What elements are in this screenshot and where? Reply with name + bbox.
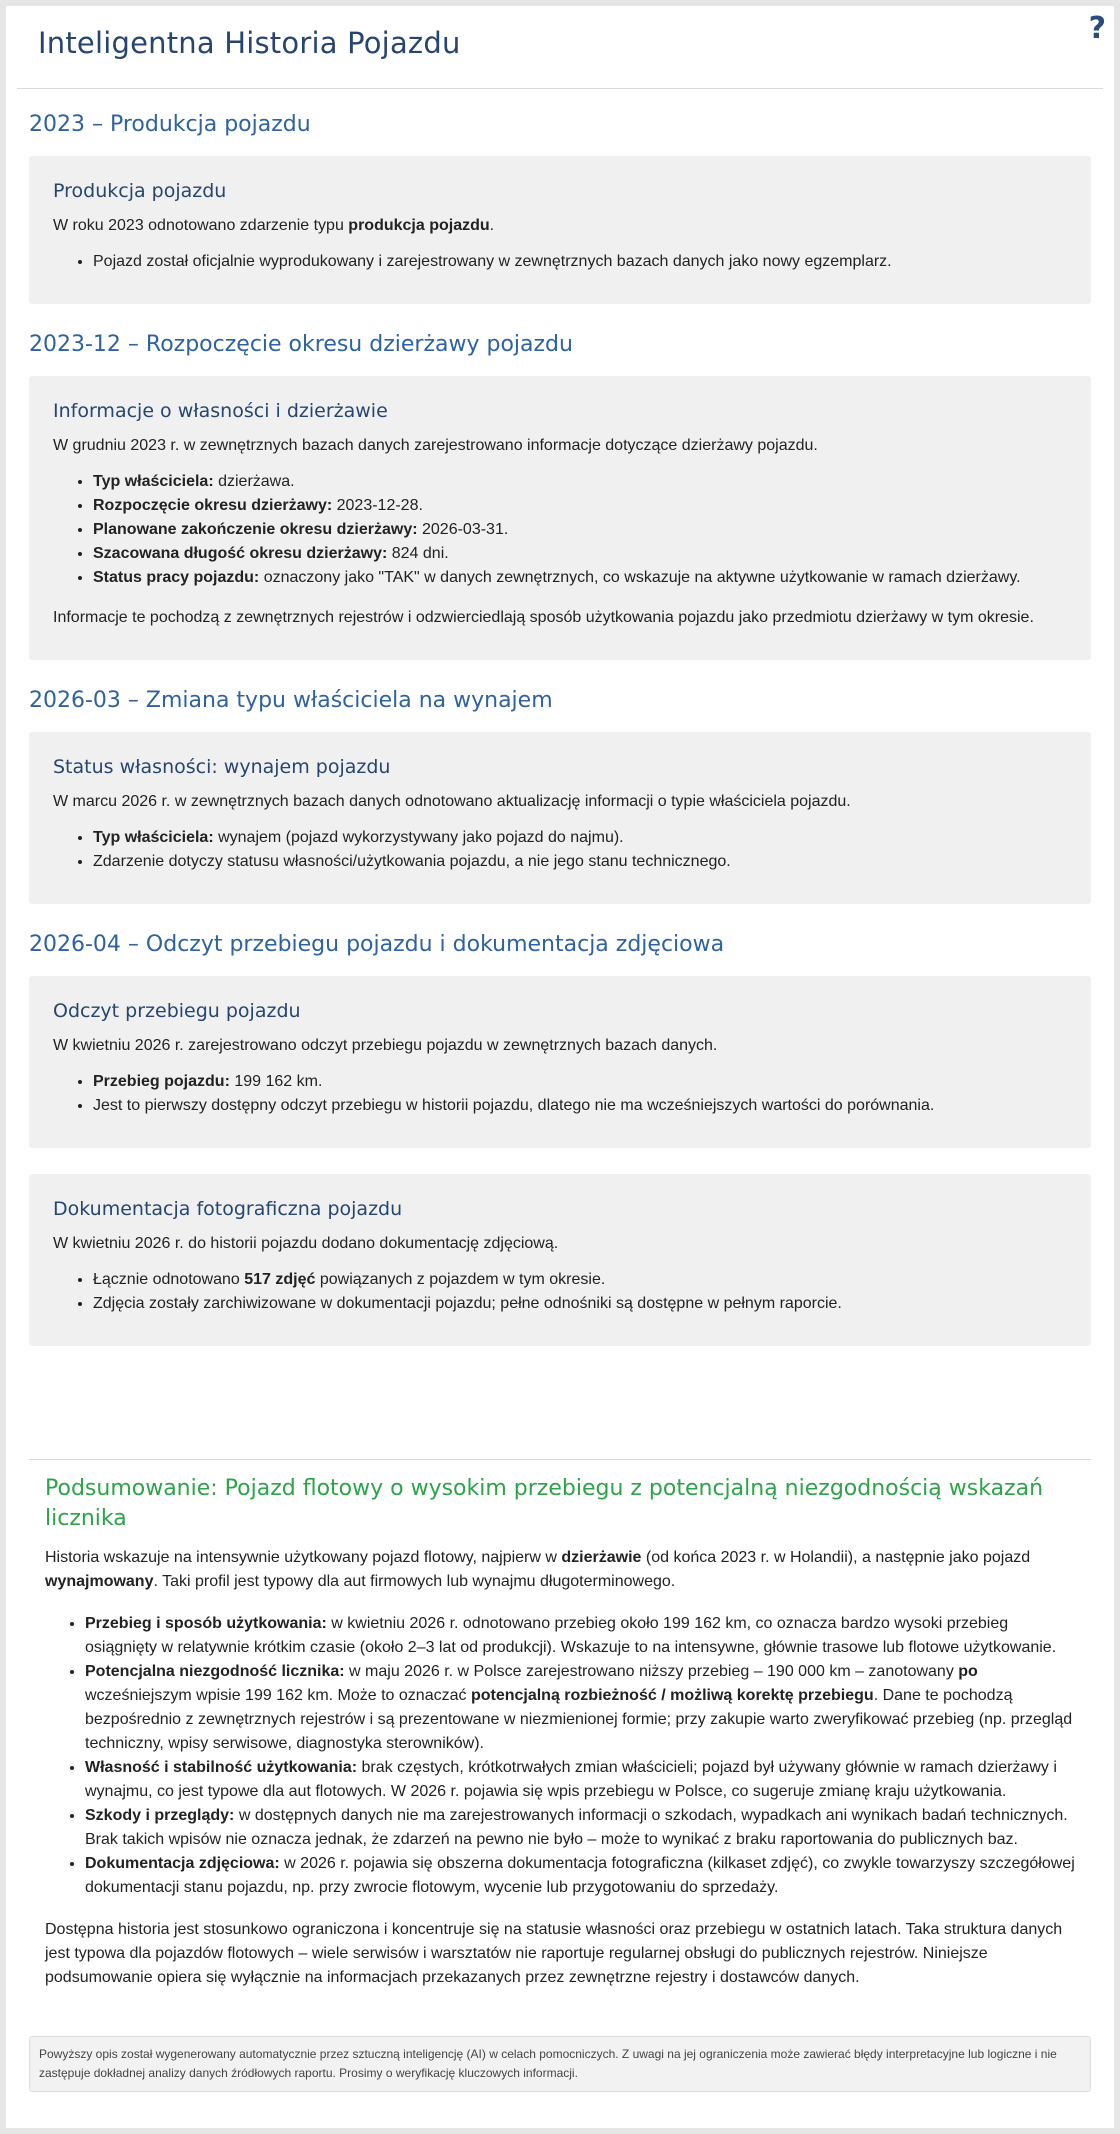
event-card: [29, 1174, 1091, 1346]
list-item: [93, 850, 1067, 874]
summary-list: [45, 1612, 1075, 1900]
text-run: .: [489, 217, 495, 234]
text-run: Łącznie odnotowano: [93, 1271, 245, 1288]
event-card-title: Informacje o własności i dzierżawie: [53, 400, 388, 422]
event-detail-list: [53, 250, 1067, 274]
report-page: [6, 6, 1114, 2128]
list-item: [93, 566, 1067, 590]
summary-closing: Dostępna historia jest stosunkowo ograniczona i koncentruje się na statusie własności oraz przebiegu w ostatnich latach. Taka struktura danych jest typowa dla pojazdów flotowych – wiele serwisów i warsztatów nie raportuje regularnej obsługi do publicznych rejestrów. Niniejsze podsumowanie opiera się wyłącznie na informacjach przekazanych przez zewnętrzne rejestry i dostawców danych.: [45, 1921, 1063, 1986]
bold-text: produkcja pojazdu: [348, 217, 490, 234]
text-run: w dostępnych danych nie ma zarejestrowanych informacji o szkodach, wypadkach ani wynikach badań technicznych. Brak takich wpisów nie oznacza jednak, że zdarzeń na pewno nie było – może to wynikać z braku raportowania do publicznych baz.: [85, 1807, 1068, 1848]
text-run: wynajem (pojazd wykorzystywany jako pojazd do najmu).: [213, 829, 624, 846]
bold-text: Własność i stabilność użytkowania:: [85, 1759, 358, 1776]
summary-intro: [45, 1546, 1075, 1594]
help-icon[interactable]: ?: [1088, 11, 1106, 46]
timeline-heading: 2023 – Produkcja pojazdu: [29, 112, 311, 137]
page-title: Inteligentna Historia Pojazdu: [38, 26, 461, 60]
text-run: w 2026 r. pojawia się obszerna dokumentacja fotograficzna (kilkaset zdjęć), co zwykle towarzyszy szczegółowej dokumentacji stanu pojazdu, np. przy zwrocie flotowym, wycenie lub przygotowaniu do sprzedaży.: [85, 1855, 1075, 1896]
list-item: [93, 494, 1067, 518]
text-run: 2026-03-31.: [417, 521, 509, 538]
text-run: . Taki profil jest typowy dla aut firmowych lub wynajmu długoterminowego.: [153, 1573, 676, 1590]
text-run: w kwietniu 2026 r. odnotowano przebieg około 199 162 km, co oznacza bardzo wysoki przebieg osiągnięty w relatywnie krótkim czasie (około 2–3 lat od produkcji). Wskazuje to na intensywne, głównie trasowe lub flotowe użytkowanie.: [85, 1615, 1057, 1656]
bold-text: Potencjalna niezgodność licznika:: [85, 1663, 345, 1680]
event-card-note: Informacje te pochodzą z zewnętrznych rejestrów i odzwierciedlają sposób użytkowania pojazdu jako przedmiotu dzierżawy w tym okresie.: [53, 609, 1034, 626]
text-run: 824 dni.: [387, 545, 449, 562]
text-run: W kwietniu 2026 r. do historii pojazdu dodano dokumentację zdjęciową.: [53, 1235, 559, 1252]
list-item: [93, 826, 1067, 850]
ai-disclaimer: Powyższy opis został wygenerowany automatycznie przez sztuczną inteligencję (AI) w celach pomocniczych. Z uwagi na jej ograniczenia może zawierać błędy interpretacyjne lub logiczne i nie zastępuje dokładnej analizy danych źródłowych raportu. Prosimy o weryfikację kluczowych informacji.: [29, 2036, 1091, 2092]
bold-text: dzierżawie: [561, 1549, 642, 1566]
event-card: [29, 976, 1091, 1148]
text-run: W marcu 2026 r. w zewnętrznych bazach danych odnotowano aktualizację informacji o typie właściciela pojazdu.: [53, 793, 851, 810]
event-card-intro: [53, 214, 1067, 238]
timeline-heading: 2026-04 – Odczyt przebiegu pojazdu i dokumentacja zdjęciowa: [29, 932, 725, 957]
event-card: [29, 156, 1091, 304]
event-card-title: Produkcja pojazdu: [53, 180, 227, 202]
event-card: [29, 376, 1091, 660]
list-item: [85, 1660, 1075, 1756]
list-item: [85, 1852, 1075, 1900]
list-item: [85, 1804, 1075, 1852]
bold-text: Dokumentacja zdjęciowa:: [85, 1855, 280, 1872]
text-run: . Dane te pochodzą bezpośrednio z zewnętrznych rejestrów i są prezentowane w niezmienionej formie; przy zakupie warto zweryfikować przebieg (np. przegląd techniczny, wpisy serwisowe, diagnostyka sterowników).: [85, 1687, 1073, 1752]
list-item: [93, 470, 1067, 494]
list-item: [93, 1268, 1067, 1292]
event-card-intro: [53, 434, 1067, 458]
bold-text: Planowane zakończenie okresu dzierżawy:: [93, 521, 418, 538]
text-run: w maju 2026 r. w Polsce zarejestrowano niższy przebieg – 190 000 km – zanotowany: [344, 1663, 959, 1680]
text-run: W grudniu 2023 r. w zewnętrznych bazach danych zarejestrowano informacje dotyczące dzierżawy pojazdu.: [53, 437, 818, 454]
text-run: W kwietniu 2026 r. zarejestrowano odczyt przebiegu pojazdu w zewnętrznych bazach danych.: [53, 1037, 718, 1054]
event-card-title: Status własności: wynajem pojazdu: [53, 756, 391, 778]
bold-text: potencjalną rozbieżność / możliwą korektę przebiegu: [470, 1687, 874, 1704]
list-item: [93, 542, 1067, 566]
list-item: [85, 1612, 1075, 1660]
bold-text: Typ właściciela:: [93, 829, 214, 846]
text-run: brak częstych, krótkotrwałych zmian właścicieli; pojazd był używany głównie w ramach dzierżawy i wynajmu, co jest typowe dla aut flotowych. W 2026 r. pojawia się wpis przebiegu w Polsce, co sugeruje zmianę kraju użytkowania.: [85, 1759, 1057, 1800]
list-item: [93, 250, 1067, 274]
event-card-intro: [53, 1232, 1067, 1256]
event-card: [29, 732, 1091, 904]
event-card-title: Dokumentacja fotograficzna pojazdu: [53, 1198, 403, 1220]
event-card-intro: [53, 790, 1067, 814]
timeline-heading: 2026-03 – Zmiana typu właściciela na wynajem: [29, 688, 553, 713]
text-run: 2023-12-28.: [332, 497, 423, 514]
bold-text: Szkody i przeglądy:: [85, 1807, 235, 1824]
list-item: [93, 1094, 1067, 1118]
text-run: Historia wskazuje na intensywnie użytkowany pojazd flotowy, najpierw w: [45, 1549, 562, 1566]
list-item: [85, 1756, 1075, 1804]
bold-text: wynajmowany: [45, 1573, 154, 1590]
event-detail-list: [53, 1070, 1067, 1118]
page-header: [17, 6, 1103, 89]
event-detail-list: [53, 470, 1067, 590]
text-run: Pojazd został oficjalnie wyprodukowany i zarejestrowany w zewnętrznych bazach danych jako nowy egzemplarz.: [93, 253, 892, 270]
bold-text: Przebieg pojazdu:: [93, 1073, 230, 1090]
bold-text: Rozpoczęcie okresu dzierżawy:: [93, 497, 333, 514]
text-run: (od końca 2023 r. w Holandii), a następnie jako pojazd: [641, 1549, 1031, 1566]
list-item: [93, 1070, 1067, 1094]
event-detail-list: [53, 826, 1067, 874]
summary-section: [29, 1459, 1091, 2008]
text-run: powiązanych z pojazdem w tym okresie.: [315, 1271, 606, 1288]
bold-text: 517 zdjęć: [244, 1271, 316, 1288]
event-detail-list: [53, 1268, 1067, 1316]
bold-text: Przebieg i sposób użytkowania:: [85, 1615, 327, 1632]
text-run: Zdjęcia zostały zarchiwizowane w dokumentacji pojazdu; pełne odnośniki są dostępne w pełnym raporcie.: [93, 1295, 842, 1312]
bold-text: Typ właściciela:: [93, 473, 214, 490]
list-item: [93, 518, 1067, 542]
summary-title: Podsumowanie: Pojazd flotowy o wysokim przebiegu z potencjalną niezgodnością wskazań licznika: [45, 1476, 1044, 1531]
text-run: oznaczony jako "TAK" w danych zewnętrznych, co wskazuje na aktywne użytkowanie w ramach dzierżawy.: [259, 569, 1021, 586]
text-run: Zdarzenie dotyczy statusu własności/użytkowania pojazdu, a nie jego stanu technicznego.: [93, 853, 731, 870]
text-run: Jest to pierwszy dostępny odczyt przebiegu w historii pojazdu, dlatego nie ma wcześniejszych wartości do porównania.: [93, 1097, 935, 1114]
text-run: 199 162 km.: [229, 1073, 323, 1090]
bold-text: Status pracy pojazdu:: [93, 569, 260, 586]
event-card-title: Odczyt przebiegu pojazdu: [53, 1000, 301, 1022]
bold-text: Szacowana długość okresu dzierżawy:: [93, 545, 388, 562]
event-card-intro: [53, 1034, 1067, 1058]
timeline: [29, 110, 1091, 1372]
list-item: [93, 1292, 1067, 1316]
text-run: W roku 2023 odnotowano zdarzenie typu: [53, 217, 349, 234]
timeline-heading: 2023-12 – Rozpoczęcie okresu dzierżawy pojazdu: [29, 332, 573, 357]
text-run: dzierżawa.: [213, 473, 295, 490]
bold-text: po: [958, 1663, 978, 1680]
text-run: wcześniejszym wpisie 199 162 km. Może to oznaczać: [85, 1687, 471, 1704]
